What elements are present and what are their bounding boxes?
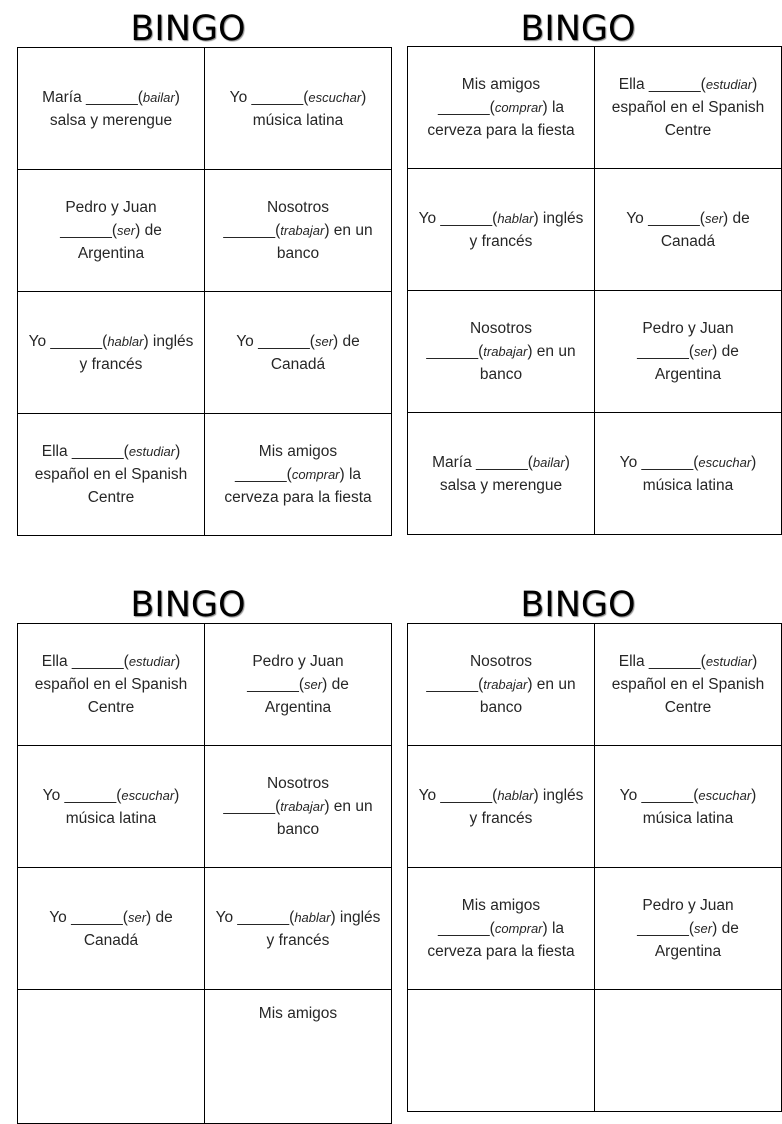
cell-verb: hablar [107, 333, 144, 349]
cell-text-before: Ella ______( [618, 76, 706, 93]
cell-text-before: Pedro y Juan ______( [247, 653, 344, 693]
bingo-card-4 [407, 576, 765, 1024]
cell-text-before: María ______( [432, 453, 533, 471]
cell-text-before: Yo ______( [215, 908, 295, 926]
cell-text-before: Ella ______( [41, 653, 129, 670]
cell-text-before: Yo ______( [229, 88, 309, 106]
bingo-row [18, 624, 392, 746]
cell-text-after: ) la cerveza para la fiesta [427, 99, 575, 139]
bingo-cell [408, 868, 595, 990]
cell-text-before: Nosotros ______( [223, 775, 330, 815]
bingo-cell [18, 868, 205, 990]
bingo-cell [595, 169, 782, 291]
cell-text-after: ) música latina [65, 786, 180, 827]
cell-text-after: ) de Argentina [654, 920, 739, 960]
cell-text-after: ) de Canadá [270, 332, 360, 373]
bingo-cell [205, 990, 392, 1124]
cell-verb: ser [704, 210, 724, 226]
cell-verb: ser [304, 677, 323, 692]
bingo-cell [408, 413, 595, 535]
cell-text-before: Ella ______( [41, 443, 129, 460]
cell-text-before: Mis amigos [258, 1005, 338, 1022]
cell-text-after: ) inglés y francés [266, 908, 381, 949]
bingo-cell [595, 868, 782, 990]
cell-text-after: ) música latina [642, 453, 757, 494]
bingo-row [18, 868, 392, 990]
cell-text-after: ) inglés y francés [79, 332, 194, 373]
cell-text-after: ) de Argentina [264, 676, 349, 716]
cell-verb: hablar [497, 787, 534, 803]
bingo-row [18, 170, 392, 292]
bingo-row [408, 291, 782, 413]
cell-text-before: Nosotros ______( [426, 320, 533, 360]
bingo-row [408, 47, 782, 169]
cell-text-after: ) inglés y francés [469, 786, 584, 827]
bingo-card-3 [17, 576, 381, 1024]
cell-text-before: Yo ______( [619, 453, 699, 471]
bingo-cell [18, 746, 205, 868]
cell-text-after: ) de Argentina [77, 222, 162, 262]
bingo-cell [408, 624, 595, 746]
bingo-cell [205, 170, 392, 292]
cell-text-after: ) la cerveza para la fiesta [224, 466, 372, 506]
bingo-cell [595, 47, 782, 169]
cell-text-before: Yo ______( [42, 786, 122, 804]
bingo-grid [407, 623, 782, 1112]
cell-verb: ser [117, 223, 136, 238]
cell-verb: trabajar [483, 344, 528, 359]
bingo-cell [205, 414, 392, 536]
cell-text-after: ) español en el Spanish Centre [611, 653, 765, 716]
bingo-row [408, 169, 782, 291]
bingo-row [18, 990, 392, 1124]
cell-verb: hablar [294, 909, 331, 925]
bingo-row [18, 48, 392, 170]
cell-verb: estudiar [705, 654, 753, 669]
cell-text-after: ) en un banco [276, 798, 373, 838]
bingo-cell [18, 414, 205, 536]
cell-verb: comprar [494, 921, 543, 936]
cell-text-before: Pedro y Juan ______( [637, 897, 734, 937]
bingo-row [408, 413, 782, 535]
bingo-row [18, 414, 392, 536]
cell-verb: estudiar [128, 444, 176, 459]
cell-text-after: ) música latina [252, 88, 367, 129]
bingo-cell [408, 47, 595, 169]
cell-verb: escuchar [308, 89, 362, 105]
cell-text-after: ) español en el Spanish Centre [34, 443, 188, 506]
cell-text-after: ) en un banco [479, 676, 576, 716]
cell-text-before: Mis amigos ______( [234, 443, 338, 483]
cell-text-after: ) la cerveza para la fiesta [427, 920, 575, 960]
bingo-row [408, 990, 782, 1112]
bingo-row [408, 868, 782, 990]
cell-text-before: Nosotros ______( [426, 653, 533, 693]
bingo-cell [595, 624, 782, 746]
bingo-cell [205, 292, 392, 414]
cell-verb: trabajar [483, 677, 528, 692]
bingo-cell [205, 48, 392, 170]
bingo-row [408, 624, 782, 746]
bingo-card-1 [17, 0, 373, 540]
bingo-row [18, 746, 392, 868]
bingo-cell [595, 990, 782, 1112]
bingo-card-title: BINGO [130, 585, 246, 625]
bingo-cell [18, 48, 205, 170]
cell-text-before: Yo ______( [236, 332, 315, 350]
cell-text-before: Ella ______( [618, 653, 706, 670]
bingo-cell [408, 746, 595, 868]
bingo-cell [595, 746, 782, 868]
bingo-cell [408, 291, 595, 413]
cell-text-before: Pedro y Juan ______( [637, 320, 734, 360]
bingo-cell [205, 746, 392, 868]
cell-verb: comprar [291, 467, 340, 482]
cell-verb: ser [127, 909, 147, 925]
cell-text-after: ) español en el Spanish Centre [611, 76, 765, 139]
cell-verb: bailar [142, 89, 175, 105]
cell-text-before: Mis amigos ______( [437, 897, 541, 937]
cell-text-after: ) inglés y francés [469, 209, 584, 250]
cell-verb: bailar [532, 454, 565, 470]
cell-verb: hablar [497, 210, 534, 226]
cell-text-after: ) salsa y merengue [439, 453, 570, 494]
cell-text-after: ) español en el Spanish Centre [34, 653, 188, 716]
cell-verb: comprar [494, 100, 543, 115]
bingo-cell [18, 624, 205, 746]
bingo-cell [595, 413, 782, 535]
bingo-grid [17, 623, 392, 1124]
bingo-card-2 [407, 0, 765, 540]
cell-verb: trabajar [280, 799, 325, 814]
bingo-card-title: BINGO [520, 585, 636, 625]
bingo-cell [595, 291, 782, 413]
bingo-cell [18, 292, 205, 414]
cell-text-before: María ______( [42, 88, 143, 106]
cell-text-after: ) de Canadá [83, 908, 173, 949]
bingo-grid [407, 46, 782, 535]
cell-text-after: ) de Argentina [654, 343, 739, 383]
cell-verb: trabajar [280, 223, 325, 238]
cell-text-before: Yo ______( [418, 209, 498, 227]
bingo-row [408, 746, 782, 868]
cell-verb: estudiar [705, 77, 753, 92]
cell-text-after: ) en un banco [276, 222, 373, 262]
cell-verb: escuchar [121, 787, 175, 803]
cell-verb: escuchar [698, 787, 752, 803]
cell-text-before: Nosotros ______( [223, 199, 330, 239]
cell-verb: ser [314, 333, 334, 349]
cell-text-before: Yo ______( [626, 209, 705, 227]
bingo-row [18, 292, 392, 414]
bingo-cell [18, 990, 205, 1124]
bingo-grid [17, 47, 392, 536]
cell-text-after: ) salsa y merengue [49, 88, 180, 129]
cell-verb: estudiar [128, 654, 176, 669]
bingo-cell [205, 624, 392, 746]
bingo-card-title: BINGO [520, 9, 636, 49]
cell-text-before: Mis amigos ______( [437, 76, 541, 116]
bingo-cell [18, 170, 205, 292]
cell-text-after: ) música latina [642, 786, 757, 827]
cell-text-after: ) de Canadá [660, 209, 750, 250]
bingo-cell [408, 990, 595, 1112]
cell-verb: ser [694, 921, 713, 936]
bingo-cell [205, 868, 392, 990]
cell-verb: escuchar [698, 454, 752, 470]
bingo-cell [408, 169, 595, 291]
cell-text-before: Pedro y Juan ______( [60, 199, 157, 239]
cell-verb: ser [694, 344, 713, 359]
cell-text-after: ) en un banco [479, 343, 576, 383]
bingo-card-title: BINGO [130, 9, 246, 49]
cell-text-before: Yo ______( [418, 786, 498, 804]
cell-text-before: Yo ______( [49, 908, 128, 926]
cell-text-before: Yo ______( [28, 332, 108, 350]
cell-text-before: Yo ______( [619, 786, 699, 804]
